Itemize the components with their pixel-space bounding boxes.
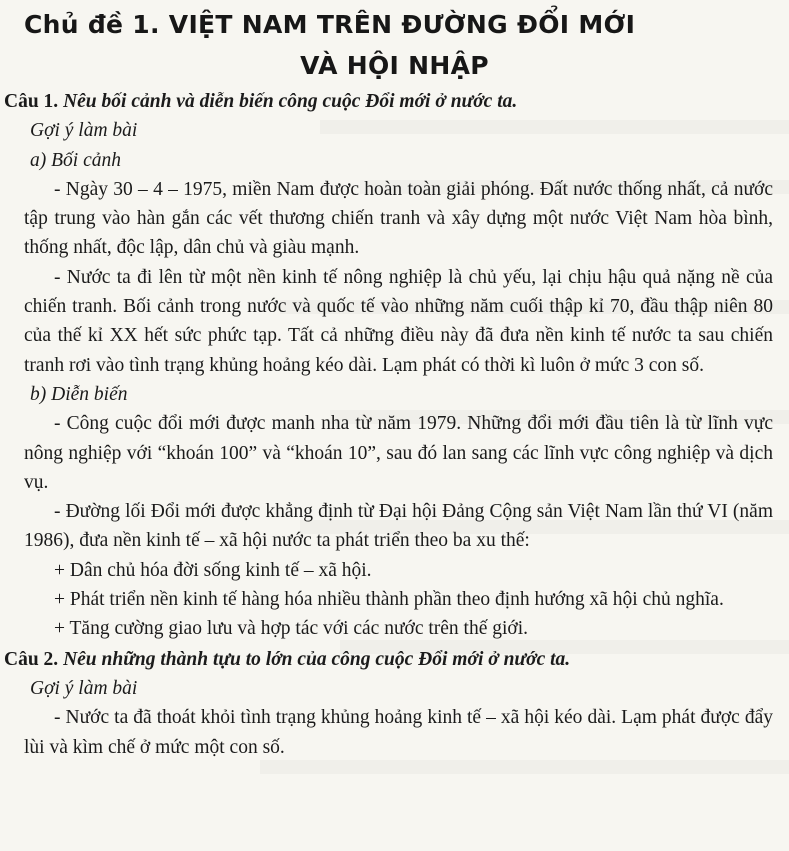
chapter-title-line-2: VÀ HỘI NHẬP [300, 51, 489, 80]
question-2-paragraph-1: - Nước ta đã thoát khỏi tình trạng khủng hoảng kinh tế – xã hội kéo dài. Lạm phát được đẩy lùi và kìm chế ở mức một con số. [24, 707, 773, 758]
question-1 [0, 87, 789, 116]
section-b-paragraph-1: - Công cuộc đổi mới được manh nha từ năm 1979. Những đổi mới đầu tiên là từ lĩnh vực nông nghiệp với “khoán 100” và “khoán 10”, sau đó lan sang các lĩnh vực công nghiệp và dịch vụ. [24, 413, 773, 493]
trend-item-2: + Phát triển nền kinh tế hàng hóa nhiều thành phần theo định hướng xã hội chủ nghĩa. [54, 589, 724, 611]
question-1-hint: Gợi ý làm bài [30, 120, 138, 142]
question-2-text: Nêu những thành tựu to lớn của công cuộc Đổi mới ở nước ta. [63, 648, 571, 670]
section-a-paragraph-1: - Ngày 30 – 4 – 1975, miền Nam được hoàn toàn giải phóng. Đất nước thống nhất, cả nước tập trung vào hàn gắn các vết thương chiến tranh và xây dựng một nước Việt Nam hòa bình, thống nhất, độc lập, dân chủ và giàu mạnh. [24, 178, 773, 259]
question-2-hint: Gợi ý làm bài [30, 677, 138, 699]
question-1-text: Nêu bối cảnh và diễn biến công cuộc Đổi mới ở nước ta. [63, 91, 518, 112]
section-b-paragraph-2: - Đường lối Đổi mới được khẳng định từ Đại hội Đảng Cộng sản Việt Nam lần thứ VI (năm 1986), đưa nền kinh tế – xã hội nước ta phát triển theo ba xu thế: [24, 501, 773, 552]
chapter-title [0, 0, 789, 86]
question-2 [0, 645, 789, 674]
trend-item-3: + Tăng cường giao lưu và hợp tác với các nước trên thế giới. [54, 618, 529, 640]
section-b-heading: b) Diễn biến [30, 383, 128, 405]
section-a-heading: a) Bối cảnh [30, 149, 121, 171]
section-a-paragraph-2: - Nước ta đi lên từ một nền kinh tế nông nghiệp là chủ yếu, lại chịu hậu quả nặng nề của chiến tranh. Bối cảnh trong nước và quốc tế vào những năm cuối thập kỉ 70, đầu thập niên 80 của thế kỉ XX hết sức phức tạp. Tất cả những điều này đã đưa nền kinh tế nước ta sau chiến tranh rơi vào tình trạng khủng hoảng kéo dài. Lạm phát có thời kì luôn ở mức 3 con số. [24, 266, 773, 376]
chapter-title-line-1: Chủ đề 1. VIỆT NAM TRÊN ĐƯỜNG ĐỔI MỚI [24, 10, 636, 39]
question-1-label: Câu 1. [4, 91, 59, 112]
question-2-label: Câu 2. [4, 648, 59, 670]
trend-item-1: + Dân chủ hóa đời sống kinh tế – xã hội. [54, 559, 372, 581]
